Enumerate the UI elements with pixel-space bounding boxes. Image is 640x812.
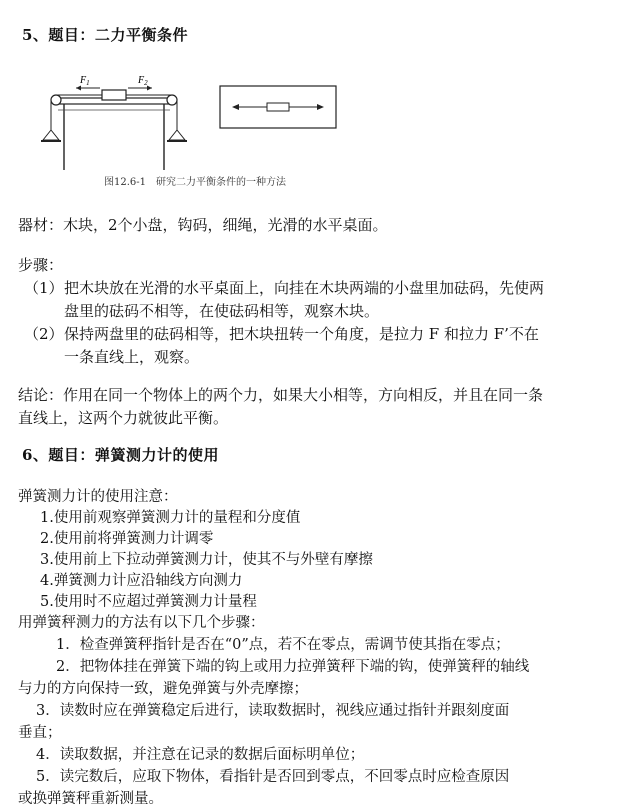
steps-label: 步骤： bbox=[18, 256, 64, 274]
method-line: 1．检查弹簧秤指针是否在“0”点，若不在零点，需调节使其指在零点； bbox=[56, 637, 510, 653]
step-2-number: （2） bbox=[24, 325, 64, 343]
method-line: 4．读取数据，并注意在记录的数据后面标明单位； bbox=[36, 747, 365, 763]
conclusion-line-1: 结论：作用在同一个物体上的两个力，如果大小相等，方向相反，并且在同一条 bbox=[18, 386, 544, 404]
method-line: 或换弹簧秤重新测量。 bbox=[18, 791, 163, 807]
step-1-line-2: 盘里的砝码不相等，在使砝码相等，观察木块。 bbox=[64, 302, 380, 320]
method-line: 5．读完数后，应取下物体，看指针是否回到零点，不回零点时应检查原因 bbox=[36, 769, 510, 785]
pulley-left-icon bbox=[51, 95, 61, 105]
method-line: 2．把物体挂在弹簧下端的钩上或用力拉弹簧秤下端的钩，使弹簧秤的轴线 bbox=[56, 659, 530, 675]
note-item: 1.使用前观察弹簧测力计的量程和分度值 bbox=[40, 510, 301, 526]
method-title: 用弹簧秤测力的方法有以下几个步骤： bbox=[18, 615, 265, 631]
figure-caption: 图12.6-1 研究二力平衡条件的一种方法 bbox=[104, 177, 287, 188]
f1-label: $F_1$ bbox=[80, 75, 90, 87]
force-arrowhead-right bbox=[147, 86, 152, 91]
f2-label: $F_2$ bbox=[138, 75, 148, 87]
note-item: 4.弹簧测力计应沿轴线方向测力 bbox=[40, 573, 243, 589]
apparatus-diagram bbox=[28, 70, 348, 170]
step-2-line-1: 保持两盘里的砝码相等，把木块扭转一个角度，是拉力 F 和拉力 F’不在 bbox=[64, 325, 539, 343]
note-item: 5.使用时不应超过弹簧测力计量程 bbox=[40, 594, 257, 610]
pulley-right-icon bbox=[167, 95, 177, 105]
note-item: 3.使用前上下拉动弹簧测力计，使其不与外壁有摩擦 bbox=[40, 552, 373, 568]
equipment-text: 器材：木块，2个小盘，钩码，细绳，光滑的水平桌面。 bbox=[18, 216, 388, 234]
step-2-line-2: 一条直线上，观察。 bbox=[64, 348, 200, 366]
section-6-title: 6、题目：弹簧测力计的使用 bbox=[22, 446, 219, 464]
force-arrowhead-left bbox=[76, 86, 81, 91]
method-line: 与力的方向保持一致，避免弹簧与外壳摩擦； bbox=[18, 681, 308, 697]
step-1-line-1: 把木块放在光滑的水平桌面上，向挂在木块两端的小盘里加砝码，先使两 bbox=[64, 279, 545, 297]
wood-block bbox=[102, 90, 126, 100]
method-line: 3．读数时应在弹簧稳定后进行，读取数据时，视线应通过指针并跟刻度面 bbox=[36, 703, 510, 719]
pan-left-icon bbox=[43, 130, 59, 140]
notes-title: 弹簧测力计的使用注意： bbox=[18, 489, 178, 505]
step-1-number: （1） bbox=[24, 279, 64, 297]
top-view-block bbox=[267, 103, 289, 111]
note-item: 2.使用前将弹簧测力计调零 bbox=[40, 531, 214, 547]
method-line: 垂直； bbox=[18, 725, 62, 741]
conclusion-line-2: 直线上，这两个力就彼此平衡。 bbox=[18, 409, 229, 427]
section-5-title: 5、题目：二力平衡条件 bbox=[22, 26, 188, 44]
pan-right-icon bbox=[169, 130, 185, 140]
